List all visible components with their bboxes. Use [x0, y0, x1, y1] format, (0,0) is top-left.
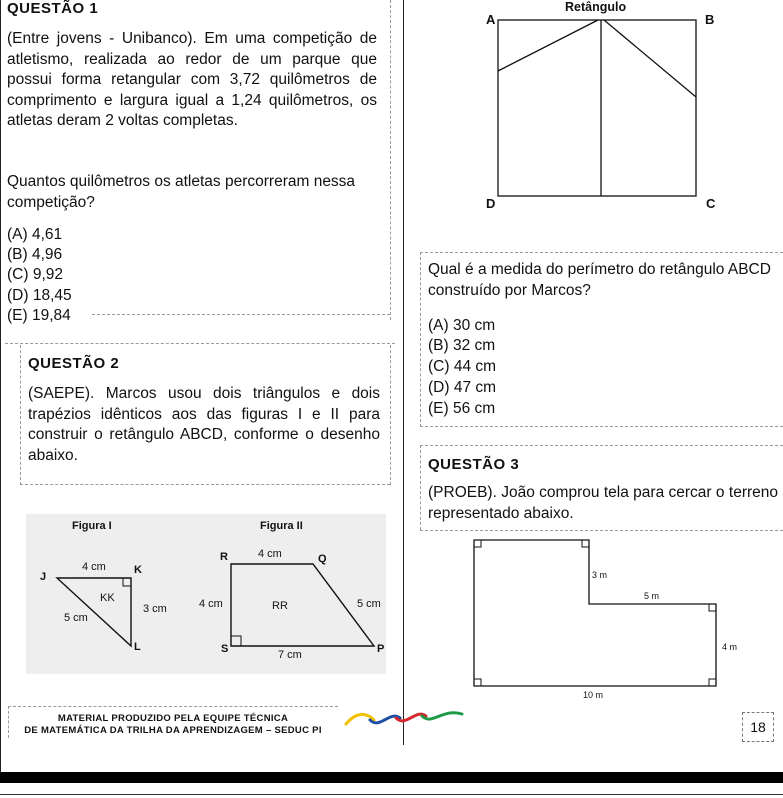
q3-dim-top: 3 m	[592, 570, 608, 580]
q1-option-d[interactable]: (D) 18,45	[7, 287, 72, 304]
figure2-left-label: 4 cm	[199, 598, 223, 610]
wave-logo	[342, 706, 466, 734]
q1-option-b[interactable]: (B) 4,96	[7, 246, 63, 263]
figure2-point-q: Q	[318, 553, 327, 565]
footer-line1: MATERIAL PRODUZIDO PELA EQUIPE TÉCNICA	[57, 713, 289, 724]
footer-dash-top	[8, 706, 338, 707]
figure2-right-label: 5 cm	[357, 598, 381, 610]
q3-terrain-svg	[403, 530, 783, 710]
figure1-point-l: L	[134, 641, 141, 653]
figure2-inner-label: RR	[272, 600, 288, 612]
figure1-right-label: 3 cm	[143, 603, 167, 615]
q2-option-b[interactable]: (B) 32 cm	[428, 337, 496, 354]
q1-option-c[interactable]: (C) 9,92	[7, 266, 63, 283]
q2-title: QUESTÃO 2	[28, 355, 120, 372]
figure2-trapezoid	[231, 564, 374, 646]
figure2-point-r: R	[220, 551, 228, 563]
footer-line2: DE MATEMÁTICA DA TRILHA DA APRENDIZAGEM – SEDUC PI	[24, 725, 322, 736]
q2-question: Qual é a medida do perímetro do retângulo ABCD construído por Marcos?	[428, 261, 771, 299]
q1-option-e[interactable]: (E) 19,84	[7, 307, 71, 324]
figure1-point-k: K	[134, 564, 142, 576]
q2-option-d[interactable]: (D) 47 cm	[428, 379, 497, 396]
q1-title: QUESTÃO 1	[7, 0, 99, 17]
figures-svg	[0, 0, 403, 700]
q1-option-a[interactable]: (A) 4,61	[7, 226, 63, 243]
page-number: 18	[742, 712, 774, 742]
q2-right-dash-left	[420, 252, 421, 427]
figure2-bottom-label: 7 cm	[278, 649, 302, 661]
q3-dash-left	[420, 445, 421, 530]
figure1-hyp-label: 5 cm	[64, 612, 88, 624]
figure2-point-s: S	[221, 643, 229, 655]
q3-title: QUESTÃO 3	[428, 456, 520, 473]
q2-option-c[interactable]: (C) 44 cm	[428, 358, 497, 375]
q1-text: (Entre jovens - Unibanco). Em uma competição de atletismo, realizada ao redor de um parque que possui forma retangular com 3,72 quilômetros de comprimento e largura igual a 1,24 quilômetros, os atletas deram 2 voltas completas.	[7, 30, 377, 129]
figure2-point-p: P	[377, 643, 385, 655]
rectangle-title: Retângulo	[565, 0, 627, 14]
rectangle-abcd-svg	[403, 0, 783, 230]
q2-text: (SAEPE). Marcos usou dois triângulos e dois trapézios idênticos aos das figuras I e II para construir o retângulo ABCD, conforme o desenho abaixo.	[28, 385, 380, 464]
figure1-title: Figura I	[72, 520, 112, 532]
wave-green	[422, 713, 462, 719]
q3-dim-bottom: 10 m	[583, 690, 604, 700]
q2-right-dash-top	[420, 252, 783, 253]
figure1-point-j: J	[40, 571, 47, 583]
q3-text: (PROEB). João comprou tela para cercar o terreno representado abaixo.	[428, 484, 778, 522]
q2-right-dash-bottom	[420, 426, 783, 427]
figure2-top-label: 4 cm	[258, 548, 282, 560]
bottom-bar	[0, 772, 783, 783]
q2-option-a[interactable]: (A) 30 cm	[428, 317, 496, 334]
rect-vertex-c: C	[706, 196, 716, 211]
rect-vertex-d: D	[486, 196, 496, 211]
rect-vertex-a: A	[486, 12, 496, 27]
q3-dash-top	[420, 445, 783, 446]
bottom-line	[0, 794, 783, 795]
figure2-title: Figura II	[260, 520, 303, 532]
figure1-top-label: 4 cm	[82, 561, 106, 573]
figure1-inner-label: KK	[100, 592, 115, 604]
q3-dim-right: 4 m	[722, 642, 738, 652]
q3-dim-middle: 5 m	[644, 591, 660, 601]
rect-vertex-b: B	[705, 12, 715, 27]
q2-option-e[interactable]: (E) 56 cm	[428, 400, 496, 417]
q1-question: Quantos quilômetros os atletas percorreram nessa competição?	[7, 173, 356, 211]
